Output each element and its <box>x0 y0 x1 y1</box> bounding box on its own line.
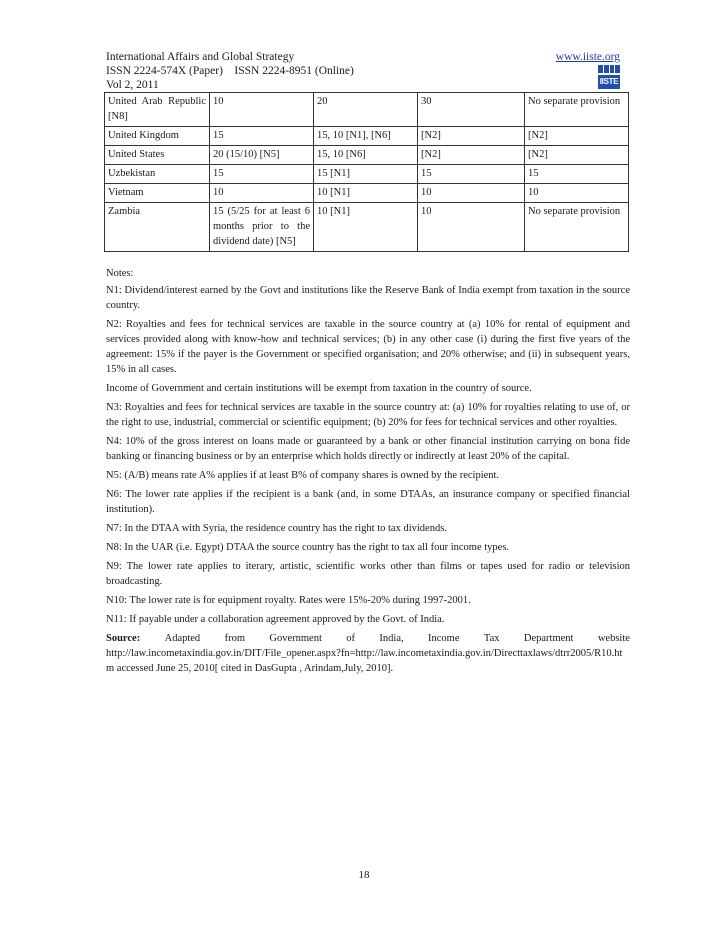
source-word: Income <box>428 633 460 644</box>
rate-cell: 15, 10 [N1], [N6] <box>314 127 418 146</box>
journal-title: International Affairs and Global Strategy <box>106 51 295 63</box>
note-item: N1: Dividend/interest earned by the Govt and institutions like the Reserve Bank of India exempt from taxation in the source country. <box>106 285 630 311</box>
rate-cell: 10 [N1] <box>314 203 418 252</box>
country-cell: Vietnam <box>105 184 210 203</box>
rate-cell: 10 <box>418 184 525 203</box>
rate-cell: 15 [N1] <box>314 165 418 184</box>
note-item: N11: If payable under a collaboration agreement approved by the Govt. of India. <box>106 614 445 625</box>
rate-cell: 15 <box>210 127 314 146</box>
table-row <box>105 93 629 127</box>
source-word: of <box>346 633 356 644</box>
rate-cell: 10 <box>525 184 629 203</box>
page-number: 18 <box>358 869 370 881</box>
rate-cell: 20 <box>314 93 418 127</box>
issn-line: ISSN 2224-574X (Paper) ISSN 2224-8951 (Online) <box>106 65 354 77</box>
table-row <box>105 127 629 146</box>
rate-cell: 30 <box>418 93 525 127</box>
source-word: website <box>597 633 630 644</box>
rate-cell: 10 <box>210 184 314 203</box>
rate-cell: 20 (15/10) [N5] <box>210 146 314 165</box>
source-text: http://law.incometaxindia.gov.in/DIT/File_opener.aspx?fn=http://law.incometaxindia.gov.in/Directtaxlaws/dtrr2005/R10.htm accessed June 25, 2010[ cited in DasGupta , Arindam,July, 2010]. <box>106 648 623 674</box>
country-cell: Uzbekistan <box>105 165 210 184</box>
rate-cell: [N2] <box>525 146 629 165</box>
rate-cell: 15 (5/25 for at least 6 months prior to the dividend date) [N5] <box>210 203 314 252</box>
table-row <box>105 146 629 165</box>
note-item: N10: The lower rate is for equipment royalty. Rates were 15%-20% during 1997-2001. <box>106 595 471 606</box>
table-row <box>105 165 629 184</box>
note-item: N6: The lower rate applies if the recipient is a bank (and, in some DTAAs, an insurance company or specified financial institution). <box>106 489 630 515</box>
journal-url-link[interactable]: www.iiste.org <box>555 51 620 63</box>
logo-text: IISTE <box>598 75 620 89</box>
note-item: N7: In the DTAA with Syria, the residence country has the right to tax dividends. <box>106 523 447 534</box>
rate-cell: [N2] <box>418 127 525 146</box>
country-cell: United Kingdom <box>105 127 210 146</box>
table-row <box>105 203 629 252</box>
rate-cell: 10 <box>418 203 525 252</box>
notes-section <box>106 266 630 680</box>
table-row <box>105 184 629 203</box>
rate-cell: 10 [N1] <box>314 184 418 203</box>
country-cell: Zambia <box>105 203 210 252</box>
note-item: N5: (A/B) means rate A% applies if at least B% of company shares is owned by the recipient. <box>106 470 500 481</box>
page-header <box>106 50 628 92</box>
iiste-logo <box>598 65 620 91</box>
source-label: Source: <box>106 633 141 644</box>
rate-cell: 10 <box>210 93 314 127</box>
rate-cell: [N2] <box>418 146 525 165</box>
source-word: India, <box>379 633 404 644</box>
note-item: Income of Government and certain institutions will be exempt from taxation in the country of source. <box>106 383 532 394</box>
note-item: N9: The lower rate applies to iterary, artistic, scientific works other than films or tapes used for radio or television broadcasting. <box>106 561 630 587</box>
source-word: Tax <box>483 633 500 644</box>
notes-list <box>106 283 630 627</box>
note-item: N8: In the UAR (i.e. Egypt) DTAA the source country has the right to tax all four income types. <box>106 542 510 553</box>
rate-cell: No separate provision <box>525 203 629 252</box>
source-word: Department <box>523 633 574 644</box>
notes-heading: Notes: <box>106 268 134 279</box>
source-word: Government <box>269 633 322 644</box>
rate-cell: 15 <box>210 165 314 184</box>
note-item: N3: Royalties and fees for technical services are taxable in the source country at: (a) 10% for royalties relating to use of, or the right to use, industrial, commercial or scientific equipment; (b) 20% for fees for technical services and other royalties. <box>106 402 630 428</box>
volume-line: Vol 2, 2011 <box>106 79 159 91</box>
country-cell: United States <box>105 146 210 165</box>
note-item: N2: Royalties and fees for technical services are taxable in the source country at (a) 10% for rental of equipment and services provided along with know-how and technical services; (b) in any other case (i) during the first five years of the agreement: 15% if the payer is the Government or specified organisation; and 20% otherwise; and (ii) in subsequent years, 15% in all cases. <box>106 319 630 375</box>
country-cell: United Arab Republic [N8] <box>105 93 210 127</box>
tax-rates-table <box>104 92 629 252</box>
source-line <box>106 631 630 646</box>
rate-cell: No separate provision <box>525 93 629 127</box>
rate-cell: 15, 10 [N6] <box>314 146 418 165</box>
rate-cell: 15 <box>418 165 525 184</box>
source-word: Adapted <box>164 633 201 644</box>
source-word: from <box>224 633 245 644</box>
rate-cell: [N2] <box>525 127 629 146</box>
note-item: N4: 10% of the gross interest on loans made or guaranteed by a bank or other financial institution carrying on bona fide banking or financing business or by an enterprise which holds directly or indirectly at least 20% of the capital. <box>106 436 630 462</box>
rate-cell: 15 <box>525 165 629 184</box>
